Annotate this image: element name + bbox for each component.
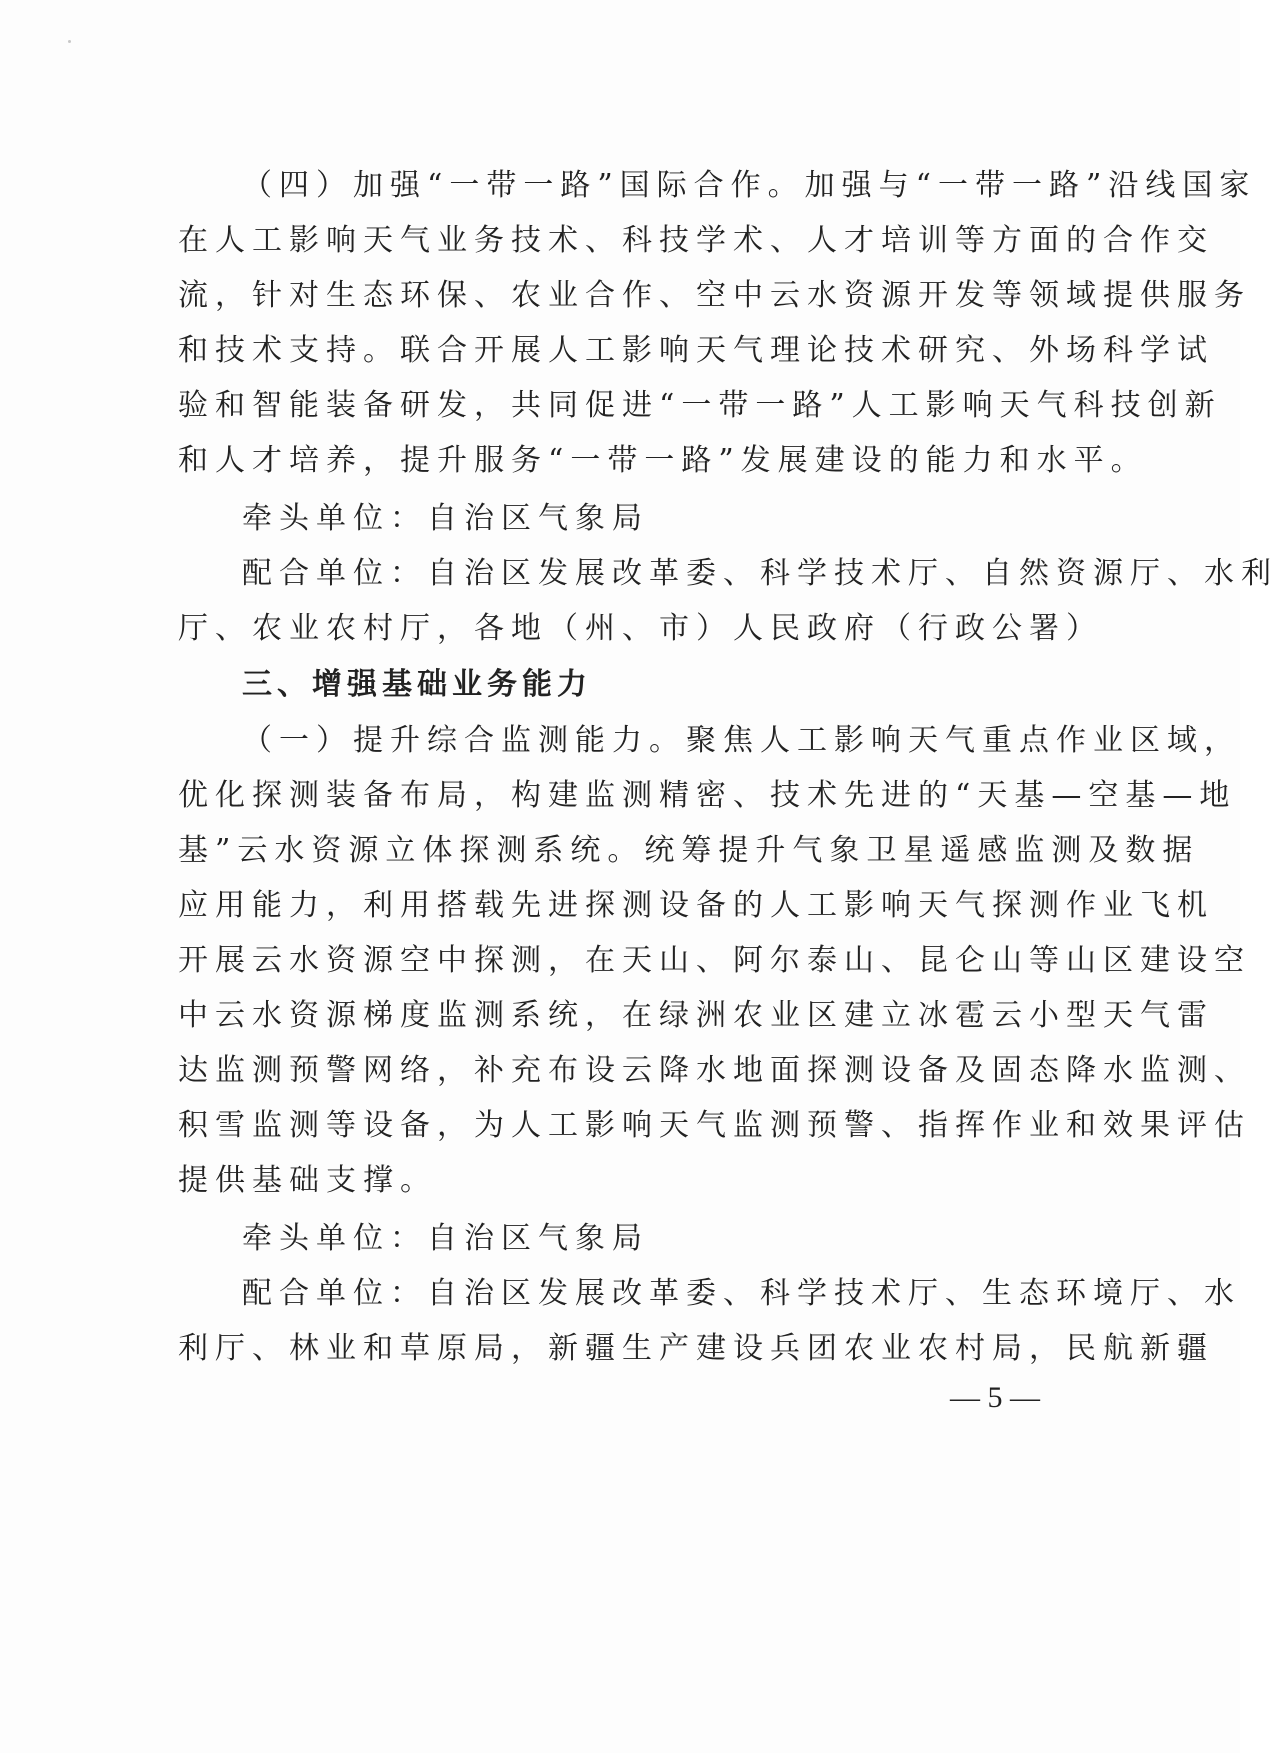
paragraph-monitor-line-9: 提供基础支撑。 [178,1163,437,1198]
page-number: — 5 — [950,1381,1040,1414]
paragraph-monitor-line-5: 开展云水资源空中探测，在天山、阿尔泰山、昆仑山等山区建设空 [178,943,1251,978]
coop-units-intl-line-1: 配合单位：自治区发展改革委、科学技术厅、自然资源厅、水利 [242,556,1278,591]
coop-units-monitor-line-1: 配合单位：自治区发展改革委、科学技术厅、生态环境厅、水 [242,1276,1241,1311]
paragraph-intl-line-3: 流，针对生态环保、农业合作、空中云水资源开发等领域提供服务 [178,278,1251,313]
paragraph-monitor-line-3: 基”云水资源立体探测系统。统筹提升气象卫星遥感监测及数据 [178,833,1200,868]
paragraph-monitor-line-2: 优化探测装备布局，构建监测精密、技术先进的“天基—空基—地 [178,778,1237,813]
section-heading-3: 三、增强基础业务能力 [242,667,592,702]
paragraph-monitor-line-8: 积雪监测等设备，为人工影响天气监测预警、指挥作业和效果评估 [178,1108,1251,1143]
coop-units-intl-line-2: 厅、农业农村厅，各地（州、市）人民政府（行政公署） [178,611,1103,646]
coop-units-monitor-line-2: 利厅、林业和草原局，新疆生产建设兵团农业农村局，民航新疆 [178,1331,1214,1366]
paragraph-monitor-line-7: 达监测预警网络，补充布设云降水地面探测设备及固态降水监测、 [178,1053,1251,1088]
lead-unit-monitor: 牵头单位：自治区气象局 [242,1221,649,1256]
paragraph-monitor-line-6: 中云水资源梯度监测系统，在绿洲农业区建立冰雹云小型天气雷 [178,998,1214,1033]
paragraph-intl-line-2: 在人工影响天气业务技术、科技学术、人才培训等方面的合作交 [178,223,1214,258]
paragraph-monitor-line-1: （一）提升综合监测能力。聚焦人工影响天气重点作业区域， [242,723,1241,758]
paragraph-intl-line-1: （四）加强“一带一路”国际合作。加强与“一带一路”沿线国家 [242,168,1257,203]
lead-unit-intl: 牵头单位：自治区气象局 [242,501,649,536]
paragraph-intl-line-6: 和人才培养，提升服务“一带一路”发展建设的能力和水平。 [178,443,1148,478]
scan-speck [68,40,71,43]
paragraph-monitor-line-4: 应用能力，利用搭载先进探测设备的人工影响天气探测作业飞机 [178,888,1214,923]
paragraph-intl-line-4: 和技术支持。联合开展人工影响天气理论技术研究、外场科学试 [178,333,1214,368]
paragraph-intl-line-5: 验和智能装备研发，共同促进“一带一路”人工影响天气科技创新 [178,388,1222,423]
